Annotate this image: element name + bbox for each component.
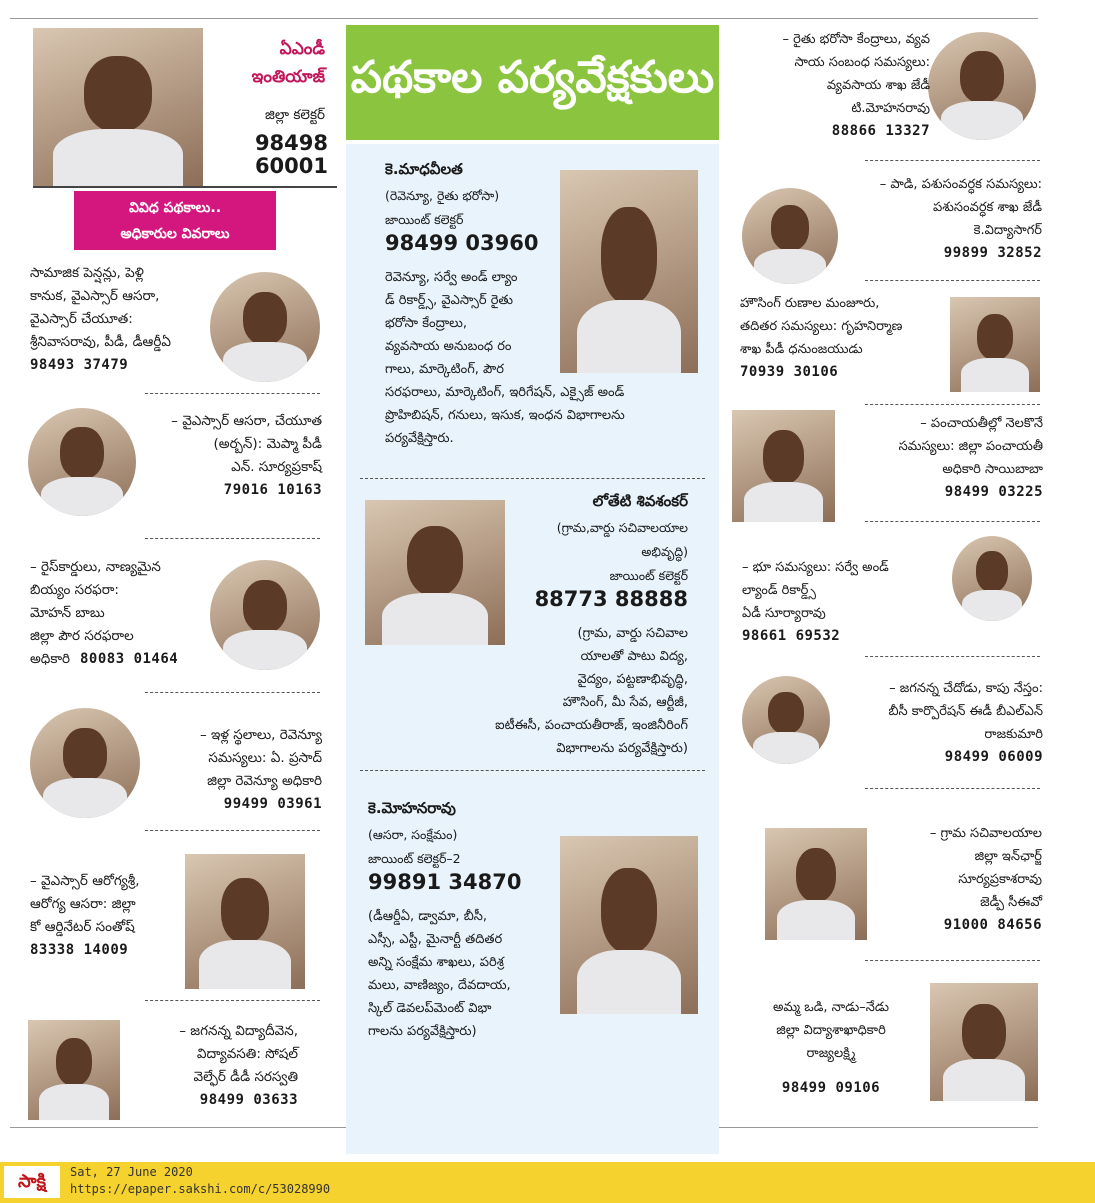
tag-line-1: వివిధ పథకాలు.. [128,200,222,216]
collector-name-1: ఏఎండీ [279,39,325,59]
official-photo [928,32,1036,140]
joint-collector-duty-line: వైద్యం, పట్టణాభివృద్ధి, [577,672,688,687]
face-shape [243,580,287,633]
official-photo [765,828,867,940]
joint-collector-title: జాయింట్ కలెక్టర్ [385,212,464,227]
joint-collector-duty-line: రెవెన్యూ, సర్వే అండ్ ల్యాం [385,270,518,285]
dashed-separator [360,770,705,771]
joint-collector-phone: 99891 34870 [368,870,522,894]
official-photo [30,708,140,818]
dashed-separator [865,404,1040,405]
official-photo [185,854,305,989]
face-shape [796,848,837,902]
dashed-separator [145,538,320,539]
official-text-line: – భూ సమస్యలు: సర్వే అండ్ [742,560,889,575]
official-photo [210,272,320,382]
official-text-line: ఏడీ సూర్యారావు [742,606,826,621]
joint-collector-duty-line: పర్యవేక్షిస్తారు. [385,431,454,446]
shirt-shape [961,358,1029,392]
joint-collector-duty-line: హౌసింగ్, మీ సేవ, ఆర్టీజీ, [562,695,688,710]
shirt-shape [577,950,682,1014]
official-phone: 83338 14009 [30,942,129,958]
official-text-line: పశుసంవర్ధక శాఖ జేడీ [932,200,1042,215]
shirt-shape [41,477,123,516]
official-text-line: ఎన్. సూర్యప్రకాష్ [231,459,322,475]
official-phone: 98499 03633 [199,1092,298,1108]
dashed-separator [865,960,1040,961]
official-text-line: జిల్లా విద్యాశాఖాధికారి [776,1023,886,1038]
shirt-shape [199,940,290,989]
dashed-separator [865,160,1040,161]
official-text-line: వ్యవసాయ శాఖ జేడీ [826,78,930,93]
joint-collector-role: (గ్రామ,వార్డు సచివాలయాల [556,520,688,535]
dashed-separator [360,478,705,479]
footer-date: Sat, 27 June 2020 [70,1165,193,1179]
joint-collector-duty-line: విభాగాలను పర్యవేక్షిస్తారు) [556,741,688,756]
face-shape [243,292,287,345]
official-text-line: జెడ్పీ సీఈవో [980,895,1042,910]
official-phone: 91000 84656 [943,917,1042,933]
joint-collector-duty-line: మలు, వాణిజ్యం, దేవదాయ, [368,978,511,993]
official-text-line: సాయ సంబంధ సమస్యలు: [794,55,930,70]
face-shape [771,205,809,251]
joint-collector-duty-line: యాలతో పాటు విద్య, [580,649,688,664]
face-shape [56,1038,93,1086]
official-photo [930,983,1038,1101]
joint-collector-photo [560,836,698,1014]
official-text-line: – రైతు భరోసా కేంద్రాలు, వ్యవ [782,32,930,47]
face-shape [601,868,656,953]
joint-collector-title: జాయింట్ కలెక్టర్ [609,568,688,583]
official-text-line: బీసీ కార్పొరేషన్ ఈడీ బీఎల్ఎన్ [888,704,1043,719]
joint-collector-duty-line: ఐటీఈసీ, పంచాయతీరాజ్, ఇంజినీరింగ్ [495,718,688,733]
joint-collector-duty-line: డ్ రికార్డ్స్, వైఎస్సార్ రైతు [385,293,514,308]
official-text-line: – గ్రామ సచివాలయాల [929,826,1042,841]
face-shape [60,427,103,479]
official-phone: 98499 09106 [781,1080,881,1096]
dashed-separator [145,393,320,394]
joint-collector-duty-line: స్కిల్ డెవలప్‌మెంట్ విభా [368,1001,492,1016]
official-text-line: కె.విద్యాసాగర్ [973,223,1042,238]
shirt-shape [941,101,1023,140]
official-text-line: కో ఆర్డినేటర్ సంతోష్ [30,919,135,935]
official-text-line: జిల్లా పౌర సరఫరాల [30,628,134,644]
official-phone: 99899 32852 [943,245,1042,261]
official-text-line: – వైఎస్సార్ ఆరోగ్యశ్రీ, [30,873,140,889]
official-text-line: అధికారి [30,651,71,667]
dashed-separator [145,692,320,693]
official-text-line: సమస్యలు: జిల్లా పంచాయతీ [898,439,1043,454]
official-text-line: శ్రీనివాసరావు, పీడీ, డీఆర్డీఏ [30,334,171,350]
official-text-line: బియ్యం సరఫరా: [30,582,119,598]
official-text-line: అమ్మ ఒడి, నాడు–నేడు [772,1000,890,1015]
official-text-line: – జగనన్న చేదోడు, కాపు నేస్తం: [889,681,1043,696]
face-shape [960,51,1003,103]
joint-collector-phone: 88773 88888 [534,587,688,611]
joint-collector-role: (ఆసరా, సంక్షేమం) [368,827,458,842]
shirt-shape [754,249,827,284]
shirt-shape [744,482,822,522]
official-text-line: తదితర సమస్యలు: గృహనిర్మాణ [740,319,903,334]
official-text-line: సమస్యలు: ఏ. ప్రసాద్ [208,750,322,766]
official-text-line: రాజకుమారి [984,727,1043,742]
official-phone: 79016 10163 [223,482,322,498]
joint-collector-role-2: అభివృద్ధి) [641,544,688,559]
shirt-shape [962,590,1023,621]
official-text-line: శాఖ పీడీ ధనుంజయుడు [740,342,863,357]
dashed-separator [145,1000,320,1001]
official-text-line: టి.మోహనరావు [851,101,930,116]
collector-designation: జిల్లా కలెక్టర్ [265,107,325,123]
page-title: పథకాల పర్యవేక్షకులు [346,25,719,140]
tag-line-2: అధికారుల వివరాలు [120,226,230,242]
official-text-line: – పాడి, పశుసంవర్ధక సమస్యలు: [879,177,1042,192]
official-phone: 98493 37479 [30,357,129,373]
official-photo [742,676,830,764]
official-text-line: వైఎస్సార్ చేయూత: [30,311,133,327]
joint-collector-duty-line: వ్యవసాయ అనుబంధ రం [385,339,512,354]
joint-collector-duty-line: గాలు, మార్కెటింగ్, పౌర [385,362,504,377]
shirt-shape [753,732,820,764]
official-text-line: సామాజిక పెన్షన్లు, పెళ్లి [30,265,144,281]
dashed-separator [865,788,1040,789]
joint-collector-duty-line: సరఫరాలు, మార్కెటింగ్, ఇరిగేషన్, ఎక్సైజ్ అండ్ [385,385,625,400]
shirt-shape [43,778,127,818]
joint-collector-photo [560,170,698,373]
official-text-line: (అర్బన్): మెప్మా పీడీ [213,436,322,452]
face-shape [763,430,804,484]
collector-phone: 98498 60001 [254,131,328,178]
joint-collector-name: కె.మోహనరావు [368,799,456,817]
official-phone: 70939 30106 [740,364,839,380]
dashed-separator [865,280,1040,281]
collector-underline [33,186,337,188]
face-shape [407,526,463,596]
shirt-shape [943,1059,1025,1101]
official-text-line: విద్యావసతి: సోషల్ [196,1046,298,1062]
joint-collector-role: (రెవెన్యూ, రైతు భరోసా) [385,188,500,203]
official-photo [732,410,835,522]
footer-url[interactable]: https://epaper.sakshi.com/c/53028990 [70,1182,331,1196]
joint-collector-duty-line: భరోసా కేంద్రాలు, [385,316,467,331]
joint-collector-duty-line: (గ్రామ, వార్డు సచివాల [577,626,688,641]
official-text-line: – రైస్‌కార్డులు, నాణ్యమైన [30,559,161,575]
face-shape [977,314,1013,360]
shirt-shape [777,900,855,940]
shirt-shape [577,300,682,373]
official-text-line: రాజ్యలక్ష్మి [806,1046,856,1061]
joint-collector-duty-line: ఎస్సీ, ఎస్టీ, మైనార్టీ తదితర [368,932,503,947]
collector-photo [33,28,203,186]
official-phone: 99499 03961 [223,796,322,812]
official-text-line: హౌసింగ్ రుణాల మంజూరు, [740,296,880,311]
official-photo [952,536,1032,621]
official-phone: 98499 06009 [944,749,1043,765]
official-phone: 98661 69532 [742,628,841,644]
section-tag [74,191,276,250]
dashed-separator [865,656,1040,657]
joint-collector-name: లోతేటి శివశంకర్ [592,492,688,510]
official-photo [210,560,320,670]
official-phone: 80083 01464 [80,651,179,667]
official-phone: 88866 13327 [831,123,930,139]
joint-collector-duty-line: గాలను పర్యవేక్షిస్తారు) [368,1024,477,1039]
face-shape [63,728,107,781]
official-photo [28,1020,120,1120]
sakshi-logo: సాక్షి [4,1166,60,1198]
official-text-line: జిల్లా రెవెన్యూ అధికారి [207,773,322,789]
official-text-line: – పంచాయతీల్లో నెలకొనే [920,416,1043,431]
face-shape [601,207,656,304]
face-shape [976,551,1008,592]
official-photo [28,408,136,516]
official-phone: 98499 03225 [944,484,1043,500]
face-shape [221,878,269,943]
joint-collector-title: జాయింట్ కలెక్టర్–2 [368,851,461,866]
face-shape [768,692,803,734]
shirt-shape [223,342,307,382]
joint-collector-duty-line: (డీఆర్డీఏ, డ్వామా, బీసీ, [368,909,487,924]
official-text-line: – జగనన్న విద్యాదీవెన, [179,1023,298,1039]
joint-collector-duty-line: ప్రొహిబిషన్, గనులు, ఇసుక, ఇంధన విభాగాలను [385,408,625,423]
official-text-line: – ఇళ్ల స్థలాలు, రెవెన్యూ [199,727,322,743]
shirt-shape [39,1084,109,1120]
official-text-line: జిల్లా ఇన్‌ఛార్జ్ [974,849,1042,864]
joint-collector-duty-line: అన్ని సంక్షేమ శాఖలు, పరిశ్ర [368,955,504,970]
official-text-line: కానుక, వైఎస్సార్ ఆసరా, [30,288,160,304]
official-text-line: ఆరోగ్య ఆసరా: జిల్లా [30,896,136,912]
dashed-separator [865,521,1040,522]
collector-name-2: ఇంతియాజ్ [251,67,325,87]
dashed-separator [145,830,320,831]
official-text-line: మోహన్ బాబు [30,605,105,621]
official-text-line: – వైఎస్సార్ ఆసరా, చేయూత [171,413,322,429]
face-shape [962,1004,1005,1061]
official-photo [742,188,838,284]
official-text-line: వెల్ఫేర్ డీడీ సరస్వతి [193,1069,298,1085]
top-rule [10,18,1038,19]
shirt-shape [223,630,307,670]
official-text-line: ల్యాండ్ రికార్డ్స్ [742,583,817,598]
joint-collector-name: కె.మాధవీలత [385,160,463,178]
official-text-line: సూర్యప్రకాశరావు [958,872,1042,887]
official-photo [950,297,1040,392]
joint-collector-phone: 98499 03960 [385,231,539,255]
official-text-line: అధికారి సాయిబాబా [942,462,1043,477]
